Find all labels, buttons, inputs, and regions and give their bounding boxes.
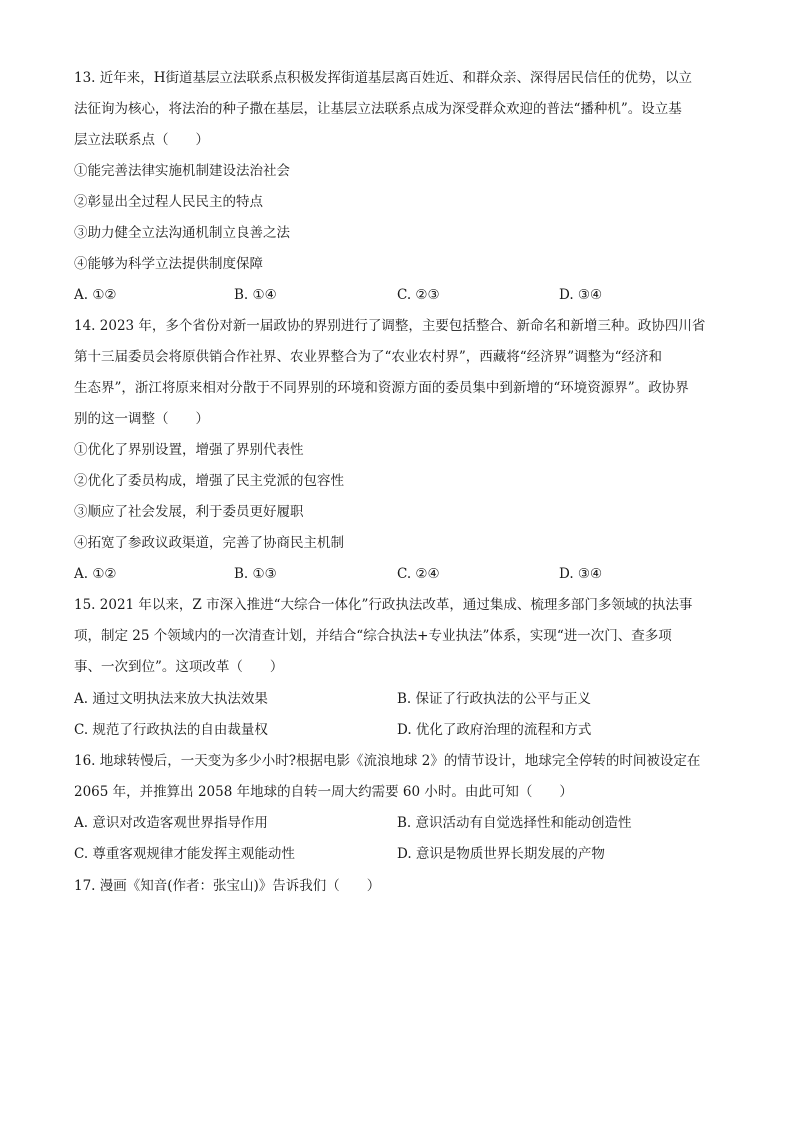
q13-stem-line-1: 13. 近年来，H街道基层立法联系点积极发挥街道基层离百姓近、和群众亲、深得居民信任的优势，以立 — [74, 70, 693, 86]
q13-stem-line-3: 层立法联系点（ ） — [74, 132, 209, 148]
q14-option-c[interactable]: C. ②④ — [397, 566, 440, 582]
q13-option-d[interactable]: D. ③④ — [559, 287, 603, 303]
q16-stem-line-2: 2065 年，并推算出 2058 年地球的自转一周大约需要 60 小时。由此可知（ ） — [74, 784, 573, 800]
q14-option-a[interactable]: A. ①② — [74, 566, 117, 582]
q15-stem-line-3: 事、一次到位”。这项改革（ ） — [74, 659, 284, 675]
q14-stem-line-3: 生态界”，浙江将原来相对分散于不同界别的环境和资源方面的委员集中到新增的“环境资源界”。政协界 — [74, 380, 689, 396]
q14-item-3: ③顺应了社会发展，利于委员更好履职 — [74, 504, 304, 520]
q13-option-c[interactable]: C. ②③ — [397, 287, 440, 303]
q13-option-a[interactable]: A. ①② — [74, 287, 117, 303]
q14-item-2: ②优化了委员构成，增强了民主党派的包容性 — [74, 473, 344, 489]
q17-stem-line-1: 17. 漫画《知音(作者：张宝山)》告诉我们（ ） — [74, 878, 381, 894]
q16-option-b[interactable]: B. 意识活动有自觉选择性和能动创造性 — [397, 815, 632, 831]
q13-item-4: ④能够为科学立法提供制度保障 — [74, 256, 263, 272]
q14-option-b[interactable]: B. ①③ — [234, 566, 277, 582]
q13-item-1: ①能完善法律实施机制建设法治社会 — [74, 163, 290, 179]
q16-option-d[interactable]: D. 意识是物质世界长期发展的产物 — [397, 846, 605, 862]
q16-option-c[interactable]: C. 尊重客观规律才能发挥主观能动性 — [74, 846, 295, 862]
q16-stem-line-1: 16. 地球转慢后，一天变为多少小时?根据电影《流浪地球 2》的情节设计，地球完全停转的时间被设定在 — [74, 753, 701, 769]
q15-option-b[interactable]: B. 保证了行政执法的公平与正义 — [397, 691, 592, 707]
q14-item-1: ①优化了界别设置，增强了界别代表性 — [74, 442, 304, 458]
q13-stem-line-2: 法征询为核心，将法治的种子撒在基层，让基层立法联系点成为深受群众欢迎的普法“播种机”。设立基 — [74, 101, 682, 117]
q14-item-4: ④拓宽了参政议政渠道，完善了协商民主机制 — [74, 535, 344, 551]
q14-stem-line-2: 第十三届委员会将原供销合作社界、农业界整合为了“农业农村界”，西藏将“经济界”调整为“经济和 — [74, 349, 663, 365]
q13-item-3: ③助力健全立法沟通机制立良善之法 — [74, 225, 290, 241]
q16-option-a[interactable]: A. 意识对改造客观世界指导作用 — [74, 815, 268, 831]
q15-stem-line-1: 15. 2021 年以来，Z 市深入推进“大综合一体化”行政执法改革，通过集成、梳理多部门多领域的执法事 — [74, 597, 693, 613]
q15-option-c[interactable]: C. 规范了行政执法的自由裁量权 — [74, 722, 268, 738]
q14-stem-line-4: 别的这一调整（ ） — [74, 411, 209, 427]
q14-option-d[interactable]: D. ③④ — [559, 566, 603, 582]
q15-option-d[interactable]: D. 优化了政府治理的流程和方式 — [397, 722, 592, 738]
q14-stem-line-1: 14. 2023 年，多个省份对新一届政协的界别进行了调整，主要包括整合、新命名和新增三种。政协四川省 — [74, 318, 706, 334]
q13-option-b[interactable]: B. ①④ — [234, 287, 277, 303]
q15-option-a[interactable]: A. 通过文明执法来放大执法效果 — [74, 691, 268, 707]
q13-item-2: ②彰显出全过程人民民主的特点 — [74, 194, 263, 210]
q15-stem-line-2: 项，制定 25 个领域内的一次清查计划，并结合“综合执法+专业执法”体系，实现“进一次门、查多项 — [74, 628, 672, 644]
